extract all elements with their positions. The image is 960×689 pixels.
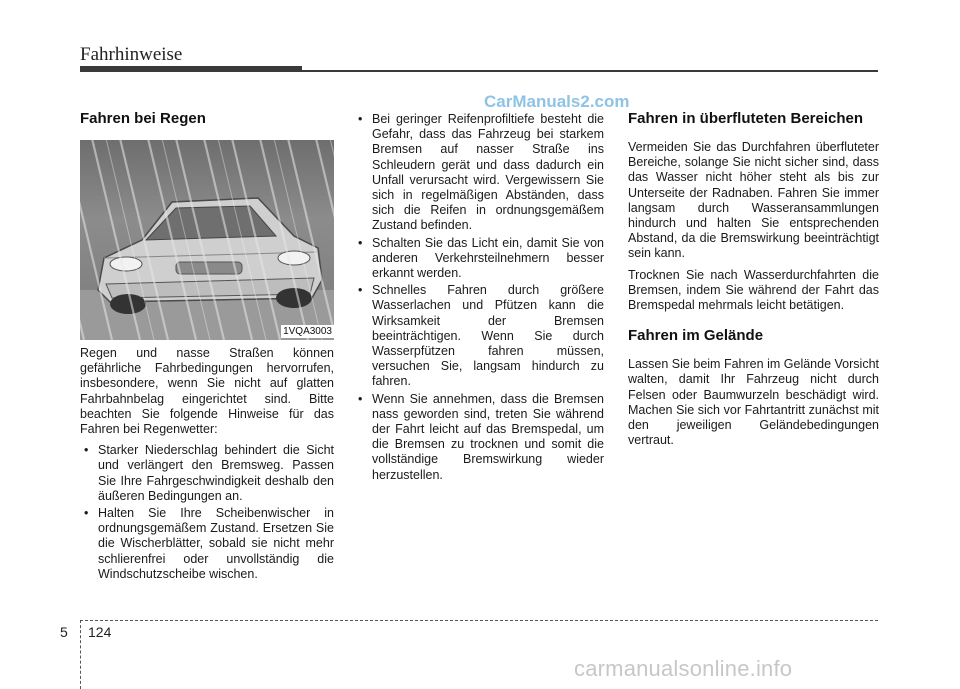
rain-bullet-list-continued <box>354 112 604 483</box>
rain-bullet-list <box>80 443 334 582</box>
flooded-paragraph-2: Trocknen Sie nach Wasserdurchfahrten die Bremsen, indem Sie während der Fahrt das Bremspedal mehrmals leicht betätigen. <box>628 267 879 313</box>
list-item: • Schnelles Fahren durch größere Wasserlachen und Pfützen kann die Wirksamkeit der Bremsen beeinträchtigen. Wenn Sie durch Wasserpfützen fahren müssen, versuchen Sie, langsam hindurch zu fahren. <box>354 283 604 389</box>
chapter-number: 5 <box>60 624 68 640</box>
list-item: • Wenn Sie annehmen, dass die Bremsen nass geworden sind, treten Sie während der Fahrt leicht auf das Bremspedal, um die Bremsen zu trocknen und somit die vollständige Bremswirkung wieder herzustellen. <box>354 392 604 483</box>
section-heading-offroad: Fahren im Gelände <box>628 327 764 345</box>
section-heading-flooded: Fahren in überfluteten Bereichen <box>628 110 864 127</box>
footer-rule <box>80 620 878 621</box>
header-rule-thin <box>302 70 878 72</box>
page-header-title: Fahrhinweise <box>80 44 183 65</box>
footer-divider <box>80 620 81 689</box>
section-heading-rain: Fahren bei Regen <box>80 110 206 127</box>
column-3 <box>628 110 879 450</box>
header-rule-thick <box>80 66 302 72</box>
watermark-top: CarManuals2.com <box>484 92 630 111</box>
list-item: • Bei geringer Reifenprofiltiefe besteht die Gefahr, dass das Fahrzeug bei starkem Bremsen auf nasser Straße ins Schleudern gerät und dass dadurch ein Unfall verursacht wird. Vergewissern Sie sich in regelmäßigen Abständen, dass sich die Reifen in ordnungsgemäßem Zustand befinden. <box>354 112 604 234</box>
watermark-bottom: carmanualsonline.info <box>574 656 793 681</box>
rain-car-illustration <box>80 140 334 340</box>
flooded-paragraph-1: Vermeiden Sie das Durchfahren überfluteter Bereiche, solange Sie nicht sicher sind, dass das Wasser nicht höher steht als bis zur Unterseite der Radnaben. Fahren Sie immer langsam durch Wasseransammlungen hindurch und halten Sie entsprechenden Abstand, da die Bremswirkung beeinträchtigt sein kann. <box>628 140 879 261</box>
list-item: • Schalten Sie das Licht ein, damit Sie von anderen Verkehrsteilnehmern besser erkannt werden. <box>354 236 604 282</box>
column-2 <box>354 112 604 485</box>
list-item: • Starker Niederschlag behindert die Sicht und verlängert den Bremsweg. Passen Sie Ihre Fahrgeschwindigkeit deshalb den äußeren Bedingungen an. <box>80 443 334 504</box>
offroad-paragraph: Lassen Sie beim Fahren im Gelände Vorsicht walten, damit Ihr Fahrzeug nicht durch Felsen oder Baumwurzeln beschädigt wird. Machen Sie sich vor Fahrtantritt zunächst mit den jeweiligen Geländebedingungen vertraut. <box>628 357 879 448</box>
figure-code: 1VQA3003 <box>283 326 332 337</box>
page-number: 124 <box>88 624 112 640</box>
car-in-rain-icon <box>80 140 334 340</box>
rain-intro-paragraph: Regen und nasse Straßen können gefährliche Fahrbedingungen hervorrufen, insbesondere, wenn Sie nicht auf glatten Fahrbahnbelag eingerichtet sind. Bitte beachten Sie folgende Hinweise für das Fahren bei Regenwetter: <box>80 346 334 437</box>
list-item: • Halten Sie Ihre Scheibenwischer in ordnungsgemäßem Zustand. Ersetzen Sie die Wischerblätter, sobald sie nicht mehr schlierenfrei oder unvollständig die Windschutzscheibe wischen. <box>80 506 334 582</box>
column-1 <box>80 110 334 584</box>
